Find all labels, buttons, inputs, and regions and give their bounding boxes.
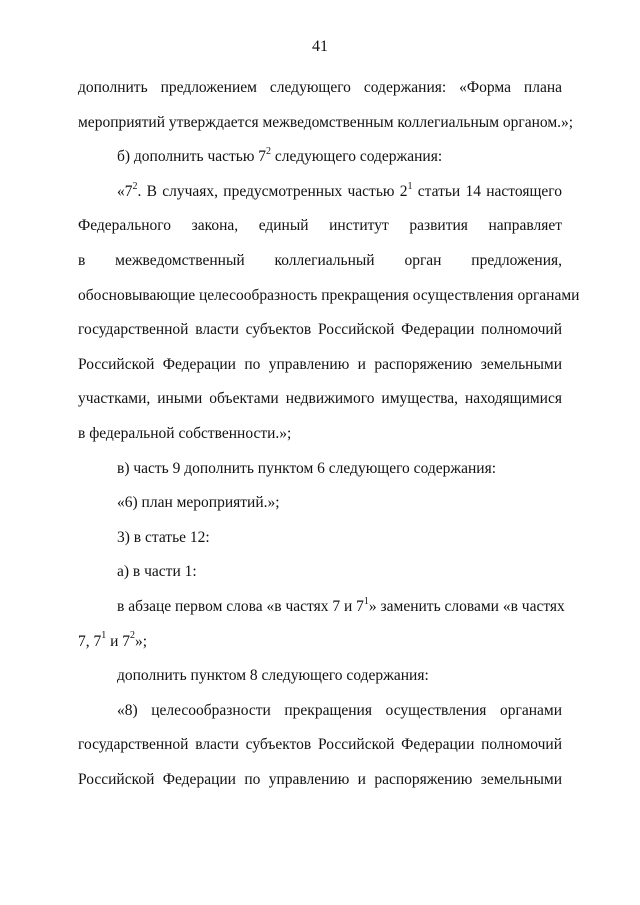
- text-line: в абзаце первом слова «в частях 7 и $7^1$» заменить словами «в частях: [117, 595, 565, 615]
- text-line: Федерального закона, единый институт развития направляет: [78, 217, 562, 235]
- text-line: в) часть 9 дополнить пунктом 6 следующего содержания:: [117, 459, 497, 477]
- text-line: 7, $7^1$ и $7^2$»;: [78, 630, 148, 650]
- text-line: в межведомственный коллегиальный орган предложения,: [78, 251, 562, 269]
- text-line: Российской Федерации по управлению и распоряжению земельными: [78, 770, 562, 788]
- text-line: «8) целесообразности прекращения осуществления органами: [117, 701, 562, 719]
- text-line: «6) план мероприятий.»;: [117, 494, 280, 512]
- text-line: государственной власти субъектов Российской Федерации полномочий: [78, 321, 562, 339]
- text-line: дополнить предложением следующего содержания: «Форма плана: [78, 79, 562, 96]
- text-line: б) дополнить частью $7^2$ следующего содержания:: [117, 146, 443, 166]
- text-line: дополнить пунктом 8 следующего содержания:: [117, 667, 429, 685]
- text-line: 3) в статье 12:: [117, 528, 210, 546]
- text-line: «$7^2$. В случаях, предусмотренных частью $2^1$ статьи 14 настоящего: [117, 180, 562, 200]
- text-line: государственной власти субъектов Российской Федерации полномочий: [78, 736, 562, 754]
- text-line: мероприятий утверждается межведомственным коллегиальным органом.»;: [78, 113, 574, 131]
- text-line: Российской Федерации по управлению и распоряжению земельными: [78, 355, 562, 373]
- text-line: участками, иными объектами недвижимого имущества, находящимися: [78, 390, 562, 408]
- text-line: в федеральной собственности.»;: [78, 424, 292, 442]
- text-line: обосновывающие целесообразность прекращения осуществления органами: [78, 286, 580, 304]
- page-number: 41: [312, 38, 328, 55]
- text-line: а) в части 1:: [117, 563, 197, 581]
- document-body: [78, 75, 580, 801]
